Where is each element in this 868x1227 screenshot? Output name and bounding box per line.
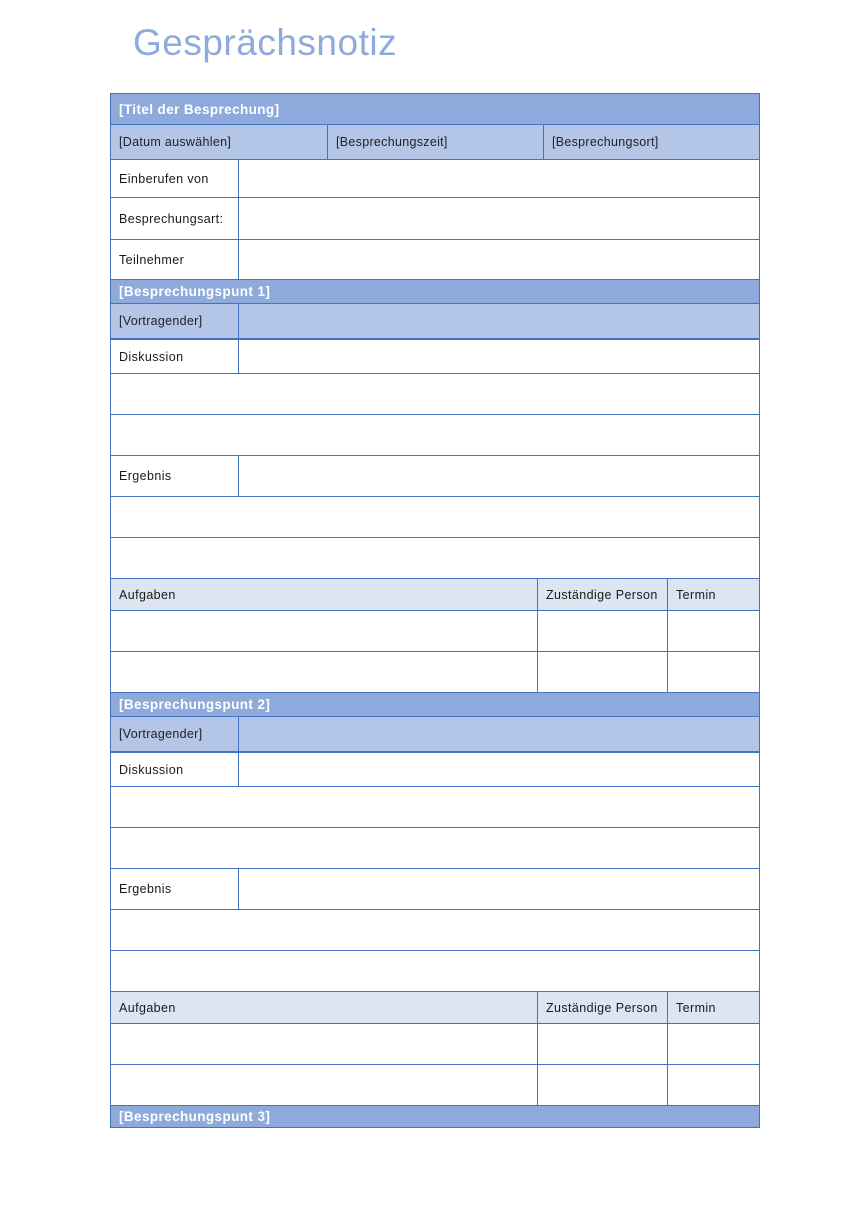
section-2-discussion-input[interactable]: [238, 753, 759, 786]
section-1-task-description-input[interactable]: [111, 611, 537, 651]
section-2-result-extra-row[interactable]: [111, 950, 759, 991]
meeting-type-label: Besprechungsart:: [119, 211, 224, 226]
section-1-task-row: [111, 610, 759, 651]
participants-label: Teilnehmer: [119, 252, 185, 267]
section-2-discussion-extra-row[interactable]: [111, 827, 759, 868]
section-1-task-person-input[interactable]: [537, 611, 667, 651]
section-1-task-person-input[interactable]: [537, 652, 667, 692]
meeting-type-row: [111, 197, 759, 239]
section-1-discussion-row: [111, 340, 759, 373]
section-2-tasks-label: Aufgaben: [119, 1000, 176, 1015]
meeting-type-input[interactable]: [238, 198, 759, 239]
meeting-location-field[interactable]: [Besprechungsort]: [543, 125, 759, 159]
section-2-presenter-input[interactable]: [238, 717, 759, 751]
section-2-due-label: Termin: [667, 992, 759, 1023]
section-1-result-input[interactable]: [238, 456, 759, 496]
section-1-result-extra-row[interactable]: [111, 496, 759, 537]
section-1-result-extra-row[interactable]: [111, 537, 759, 578]
section-2-result-label: Ergebnis: [119, 882, 172, 896]
meeting-datetime-row: [111, 124, 759, 159]
section-2-task-due-input[interactable]: [667, 1024, 759, 1064]
section-2-result-input[interactable]: [238, 869, 759, 909]
section-2-presenter-field[interactable]: [Vortragender]: [119, 727, 203, 741]
section-2-discussion-extra-row[interactable]: [111, 786, 759, 827]
date-picker-field[interactable]: [Datum auswählen]: [119, 135, 232, 149]
section-1-presenter-row: [111, 303, 759, 340]
participants-row: [111, 239, 759, 279]
meeting-title-header[interactable]: [Titel der Besprechung]: [111, 94, 759, 124]
section-2-header[interactable]: [Besprechungspunt 2]: [111, 692, 759, 716]
section-2-task-description-input[interactable]: [111, 1065, 537, 1105]
section-1-tasks-header-row: [111, 578, 759, 610]
section-1-responsible-label: Zuständige Person: [537, 579, 667, 610]
section-2-responsible-label: Zuständige Person: [537, 992, 667, 1023]
section-1-discussion-label: Diskussion: [119, 349, 184, 364]
section-2-task-description-input[interactable]: [111, 1024, 537, 1064]
section-2-task-due-input[interactable]: [667, 1065, 759, 1105]
called-by-row: [111, 159, 759, 197]
section-1-task-due-input[interactable]: [667, 652, 759, 692]
section-2-task-row: [111, 1023, 759, 1064]
section-1-discussion-input[interactable]: [238, 340, 759, 373]
meeting-notes-table: [110, 93, 760, 1128]
meeting-time-field[interactable]: [Besprechungszeit]: [327, 125, 543, 159]
section-2-task-person-input[interactable]: [537, 1065, 667, 1105]
called-by-input[interactable]: [238, 160, 759, 197]
section-1-task-due-input[interactable]: [667, 611, 759, 651]
section-1-task-row: [111, 651, 759, 692]
section-1-due-label: Termin: [667, 579, 759, 610]
section-1-task-description-input[interactable]: [111, 652, 537, 692]
section-2-tasks-header-row: [111, 991, 759, 1023]
section-1-result-label: Ergebnis: [119, 469, 172, 483]
section-2-result-row: [111, 868, 759, 909]
section-1-discussion-extra-row[interactable]: [111, 373, 759, 414]
section-3-header[interactable]: [Besprechungspunt 3]: [111, 1105, 759, 1127]
section-2-result-extra-row[interactable]: [111, 909, 759, 950]
section-2-presenter-row: [111, 716, 759, 753]
section-2-discussion-row: [111, 753, 759, 786]
section-2-discussion-label: Diskussion: [119, 762, 184, 777]
section-1-header[interactable]: [Besprechungspunt 1]: [111, 279, 759, 303]
section-2-task-person-input[interactable]: [537, 1024, 667, 1064]
section-1-tasks-label: Aufgaben: [119, 587, 176, 602]
called-by-label: Einberufen von: [119, 171, 209, 186]
document-title: Gesprächsnotiz: [133, 22, 398, 63]
section-2-task-row: [111, 1064, 759, 1105]
section-1-presenter-field[interactable]: [Vortragender]: [119, 314, 203, 328]
section-1-presenter-input[interactable]: [238, 304, 759, 338]
section-1-result-row: [111, 455, 759, 496]
section-1-discussion-extra-row[interactable]: [111, 414, 759, 455]
participants-input[interactable]: [238, 240, 759, 279]
